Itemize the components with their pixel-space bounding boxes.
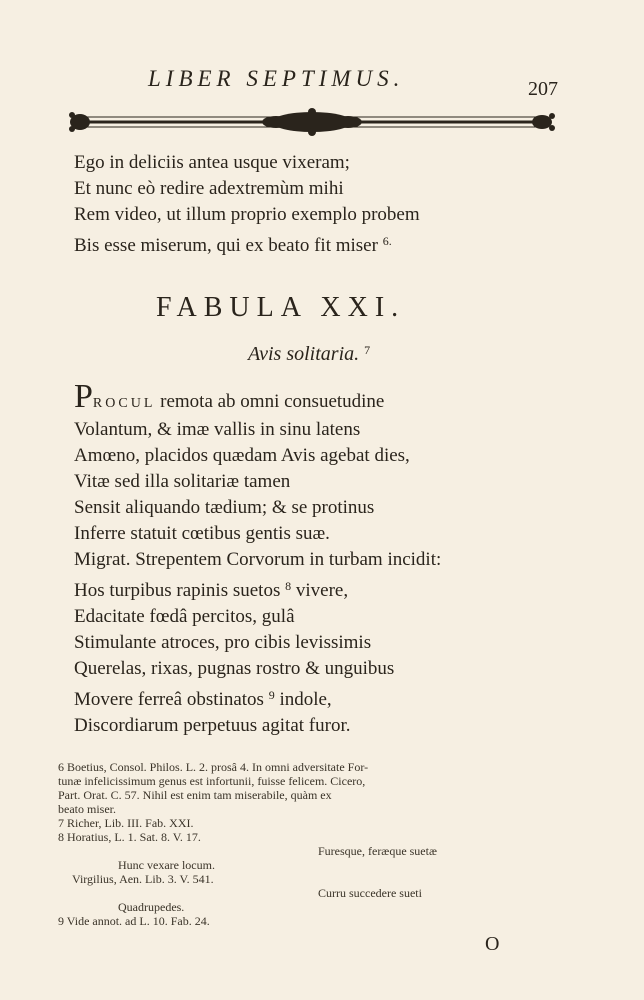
fable-verse-block [74,378,574,739]
footnote-quote: Hunc vexare locum. [118,858,215,872]
verse-line [74,573,574,604]
verse-line: Edacitate fœdâ percitos, gulâ [74,606,295,627]
footnotes [58,760,578,928]
page-number: 207 [528,78,558,100]
verse-line: Rem video, ut illum proprio exemplo probem [74,204,420,225]
verse-line: Querelas, rixas, pugnas rostro & unguibus [74,658,395,679]
footnote-line: 6 Boetius, Consol. Philos. L. 2. prosâ 4. In omni adversitate For- [58,760,369,774]
verse-text: vivere, [291,580,349,601]
verse-line: Et nunc eò redire adextremùm mihi [74,178,344,199]
footnote-ref: 7 [364,343,371,357]
footnote-ref: 6. [382,234,392,248]
verse-text: Bis esse miserum, qui ex beato fit miser [74,235,378,256]
verse-line [74,682,574,713]
footnote-ref: 8 [285,579,292,593]
verse-line: Sensit aliquando tædium; & se protinus [74,497,375,518]
verse-line: Migrat. Strepentem Corvorum in turbam incidit: [74,549,442,570]
verse-text: Movere ferreâ obstinatos [74,689,264,710]
footnote-line: Virgilius, Aen. Lib. 3. V. 541. [72,872,214,886]
footnote-quote: Quadrupedes. [118,900,185,914]
ornamental-rule [66,106,558,138]
rule-end-ornament-left [69,112,90,132]
verse-line: Ego in deliciis antea usque vixeram; [74,152,350,173]
small-caps: ROCUL [92,396,156,411]
verse-text: indole, [274,689,332,710]
verse-line: Discordiarum perpetuus agitat furor. [74,715,351,736]
verse-line: Inferre statuit cœtibus gentis suæ. [74,523,330,544]
running-title: LIBER SEPTIMUS. [148,66,405,91]
verse-text: remota ab omni consuetudine [155,391,385,412]
verse-line [74,228,574,259]
footnote-line: 7 Richer, Lib. III. Fab. XXI. [58,816,194,830]
fable-subtitle [248,343,370,366]
footnote-line: Part. Orat. C. 57. Nihil est enim tam miserabile, quàm ex [58,788,332,802]
verse-line: Amœno, placidos quædam Avis agebat dies, [74,445,410,466]
fable-title: FABULA XXI. [156,292,406,323]
verse-line: Stimulante atroces, pro cibis levissimis [74,632,372,653]
verse-line: Vitæ sed illa solitariæ tamen [74,471,291,492]
footnote-ref: 9 [268,688,275,702]
footnote-quote: Curru succedere sueti [318,886,422,900]
footnote-line: beato miser. [58,802,116,816]
verse-block-top [74,150,574,259]
footnote-line: 8 Horatius, L. 1. Sat. 8. V. 17. [58,830,201,844]
rule-end-ornament-right [532,113,555,131]
footnote-line: tunæ infelicissimum genus est infortunii, fuisse felicem. Cicero, [58,774,366,788]
verse-text: Hos turpibus rapinis suetos [74,580,281,601]
subtitle-text: Avis solitaria. [248,343,360,365]
rule-center-ornament [262,108,362,136]
footnote-quote: Furesque, feræque suetæ [318,844,437,858]
signature-mark: O [485,933,500,955]
footnote-line: 9 Vide annot. ad L. 10. Fab. 24. [58,914,210,928]
drop-cap: P [74,378,93,415]
verse-line: Volantum, & imæ vallis in sinu latens [74,419,361,440]
verse-line-first [74,378,574,417]
